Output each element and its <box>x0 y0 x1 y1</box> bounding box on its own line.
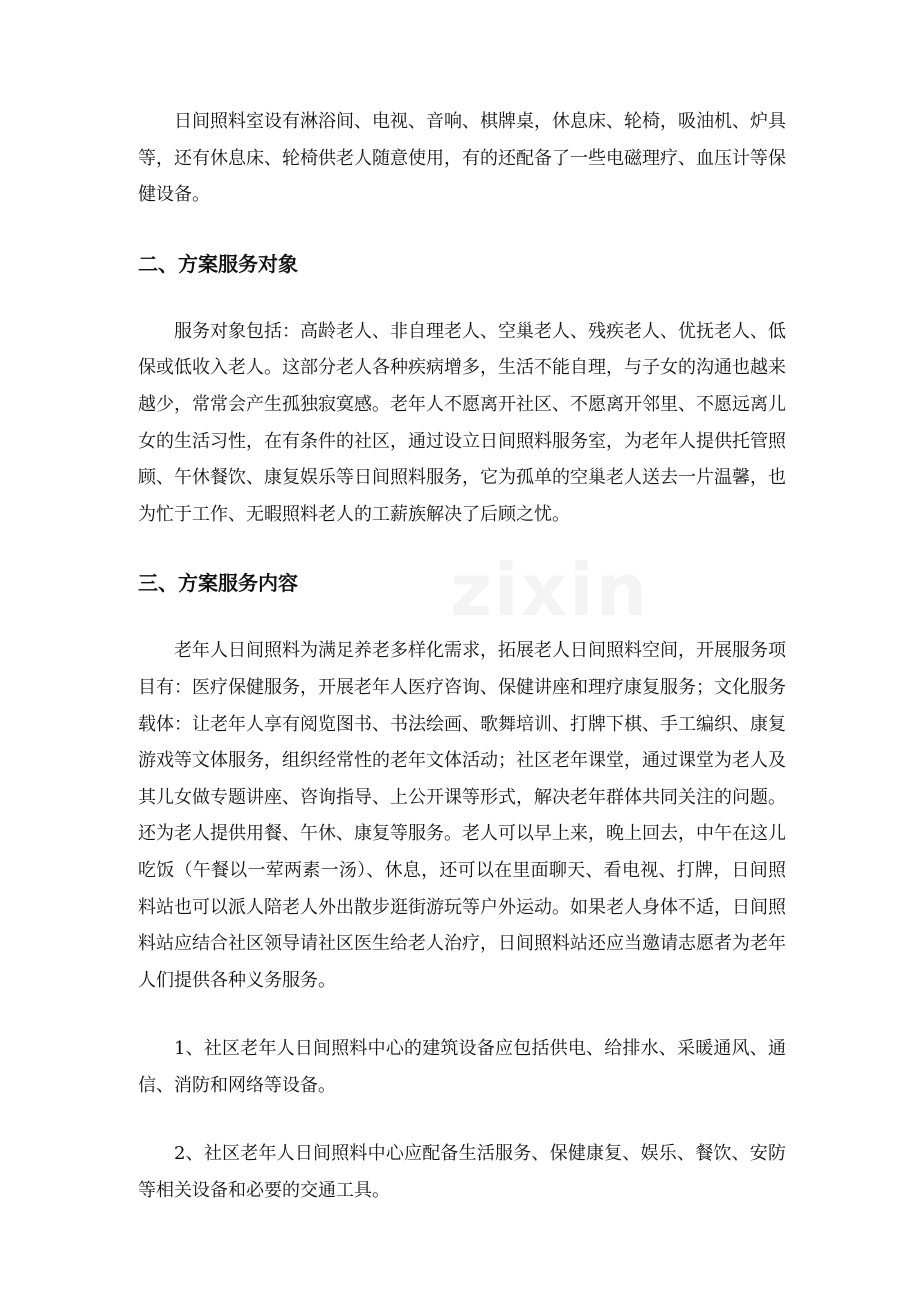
paragraph-item-1: 1、社区老年人日间照料中心的建筑设备应包括供电、给排水、采暖通风、通信、消防和网络等设备。 <box>138 1038 786 1096</box>
paragraph-facilities: 日间照料室设有淋浴间、电视、音响、棋牌桌，休息床、轮椅，吸油机、炉具等，还有休息床、轮椅供老人随意使用，有的还配备了一些电磁理疗、血压计等保健设备。 <box>138 111 786 206</box>
document-body <box>138 104 786 1210</box>
paragraph-service-content: 老年人日间照料为满足养老多样化需求，拓展老人日间照料空间，开展服务项目有：医疗保健服务，开展老年人医疗咨询、保健讲座和理疗康复服务；文化服务载体：让老年人享有阅览图书、书法绘画、歌舞培训、打牌下棋、手工编织、康复游戏等文体服务，组织经常性的老年文体活动；社区老年课堂，通过课堂为老人及其儿女做专题讲座、咨询指导、上公开课等形式，解决老年群体共同关注的问题。还为老人提供用餐、午休、康复等服务。老人可以早上来，晚上回去，中午在这儿吃饭（午餐以一荤两素一汤）、休息，还可以在里面聊天、看电视、打牌，日间照料站也可以派人陪老人外出散步逛街游玩等户外运动。如果老人身体不适，日间照料站应结合社区领导请社区医生给老人治疗，日间照料站还应当邀请志愿者为老年人们提供各种义务服务。 <box>138 640 786 991</box>
section-heading-service-targets: 二、方案服务对象 <box>138 251 298 276</box>
paragraph-service-targets: 服务对象包括：高龄老人、非自理老人、空巢老人、残疾老人、优抚老人、低保或低收入老人。这部分老人各种疾病增多，生活不能自理，与子女的沟通也越来越少，常常会产生孤独寂寞感。老年人不愿离开社区、不愿离开邻里、不愿远离儿女的生活习性，在有条件的社区，通过设立日间照料服务室，为老年人提供托管照顾、午休餐饮、康复娱乐等日间照料服务，它为孤单的空巢老人送去一片温馨，也为忙于工作、无暇照料老人的工薪族解决了后顾之忧。 <box>138 320 786 525</box>
paragraph-item-2: 2、社区老年人日间照料中心应配备生活服务、保健康复、娱乐、餐饮、安防等相关设备和必要的交通工具。 <box>138 1143 786 1202</box>
section-heading-service-content: 三、方案服务内容 <box>138 571 298 596</box>
